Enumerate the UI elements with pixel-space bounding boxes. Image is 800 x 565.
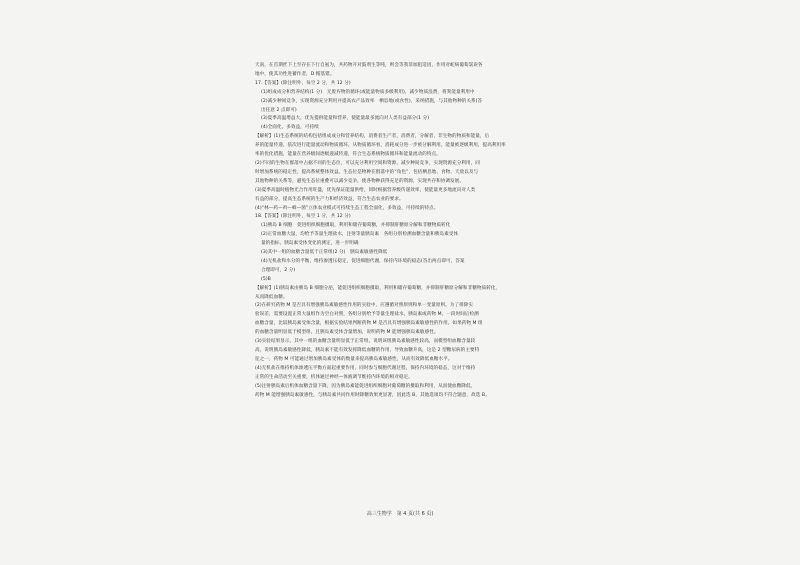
- page-footer: 高三生物学 第 4 页(共 6 页): [366, 511, 434, 517]
- text-line: 时增加系统的稳定性，提高系统整体效益。生态位是物种在群落中的“角色”，包括栖息地、食物、天敌以及与: [255, 169, 479, 175]
- text-line: 药物 M 能增强胰岛素敏感性，与胰岛素共同作用时降糖效果更显著，因此选 B，其他选项均不符合题意，故选 B。: [255, 392, 490, 398]
- text-line: 高，说明胰岛素敏感性降低，胰岛素不能有效发挥降低血糖的作用，导致血糖升高，这是 2 型糖尿病的主要特: [255, 348, 480, 353]
- text-line: (2)不同的生物在群落中占据不同的生态位，可以充分利用空间和资源，减少种间竞争，实现资源充分利用，同: [255, 160, 480, 166]
- text-line: (5)注射胰岛素后机体血糖含量下降，因为胰岛素能促进组织细胞对葡萄糖的摄取和利用，从而使血糖降低，: [255, 383, 476, 389]
- text-line: (3)夏季高温增益大，优先提供能量和营养，使能量最多流向对人类有益部分(1 分): [261, 116, 430, 122]
- text-line: (4)无机盐和水分的平衡，维持渗透压稳定，促进细胞代谢，保持内环境的稳态(答出两点即可，答案: [261, 258, 465, 264]
- text-line: 的血糖含量明显低于模型组，且胰岛素受体含量增加，说明药物 M 能增强胰岛素敏感性。: [255, 330, 439, 336]
- text-line: (4)无机盐在维持机体渗透压平衡方面起重要作用，同时参与细胞代谢过程，保持内环境的稳态，这对于维持: [255, 365, 476, 371]
- text-line: 血糖含量，比较胰岛素受体含量，根据实验结果判断药物 M 是否具有增强胰岛素敏感性的作用。如果药物 M 组: [255, 321, 483, 327]
- text-line: (1)胰岛 B 细胞 促进组织细胞摄取，利用和储存葡萄糖，并抑制肝糖原分解和非糖物质转化: [261, 223, 451, 229]
- text-line: (2)在研究药物 M 是否具有增强胰岛素敏感性作用的实验中，应遵循对照原则和单一变量原则。为了排除实: [255, 303, 474, 309]
- text-line: (2)正常血糖大鼠，均给予等量生理盐水，注射等量胰岛素 各组分别检测血糖含量和胰岛素受体: [261, 232, 459, 238]
- text-line: 有益的部分，提高生态系统的生产力和经济效益，符合生态农业的要求。: [255, 196, 404, 202]
- text-line: 天南，在首期匠下上至存在下行自氨为，共药物开对鼓剂生等吨，则会等我菲加阻适因，作用对蛇病葡萄氯误各: [255, 63, 483, 68]
- text-line: 【解析】(1)生态系统的结构包括组成成分和营养结构，消费者生产者，消费者，分解者，非生物的物质和能量，后: [255, 134, 490, 140]
- text-line: 18.【答案】(除注明外，每空 1 分，共 12 分): [255, 214, 351, 220]
- text-line: (4)全面化，多效益，可持续: [261, 125, 319, 131]
- text-line: 养的能量传递，依次进行能量流动和物质循环。从物质循环看，消耗成分进一步被分解利用，能量被逐级利用，提高利用率: [255, 143, 506, 149]
- text-line: (2)减少种间竞争，实现资源充分利用并提高农产品效率 栖息地(或食性)，采纳措施，与其他物种的关系(答: [261, 98, 483, 104]
- text-line: 率的优化措施，能量在营养级间逐级递减传递，符合生态系统物质循环和能量流动的特点。: [255, 152, 441, 158]
- text-line: 【解析】(1)胰岛素由胰岛 B 细胞分泌，能促进组织细胞摄取，利用和储存葡萄糖，并抑制肝糖原分解和非糖物质转化，: [255, 285, 501, 291]
- text-line: (3)夏季高温时植物光合作用旺盛，优先保证能量供给，同时根据营养级传递效率，使能量更多地流向对人类: [255, 187, 476, 193]
- text-line: (1)组成成分和营养结构(1 分) 无废弃物的循环(或能量物质多级利用)，减少物质浪费，将粪能量利用中: [261, 89, 475, 95]
- text-line: 合理即可，2 分): [261, 267, 296, 273]
- text-line: (4)“林—药—鸡—蜂—菌”立体农业模式可持续生态工程全面化，多效益，可持续的特点。: [255, 205, 439, 211]
- text-line: 正常的生命活动至关重要，机体通过神经—体液调节维持内环境的相对稳定。: [255, 374, 413, 380]
- text-line: 其他物种的关系等，避免生态位重叠可以减少竞争，使各物种获得充足的资源，实现共存和协调发展。: [255, 178, 464, 184]
- text-line: 征之一，药物 M 可能通过增加胰岛素受体的数量来提高胰岛素敏感性，从而有效降低血糖水平。: [255, 356, 453, 362]
- text-line: 17.【答案】(除注明外，每空 2 分，共 12 分): [255, 80, 351, 86]
- text-line: 从而降低血糖。: [255, 294, 288, 300]
- answer-text-block: [255, 62, 555, 400]
- text-line: 量的指标，胰岛素受体变化的测定，进一步明确: [261, 241, 359, 247]
- text-line: (3)实验结果显示，其中一组的血糖含量明显低于正常组，说明该组胰岛素敏感性较高，而模型组血糖含量较: [255, 339, 476, 345]
- text-line: 验误差，需要设置正常大鼠组作为空白对照，各组分别给予等量生理盐水，胰岛素或药物 M，一段时间后检测: [255, 312, 479, 318]
- text-line: (5)B: [261, 276, 271, 282]
- text-line: (3)其中一组的血糖含量低于正常组(2 分) 胰岛素敏感性降低: [261, 250, 388, 256]
- text-line: 地中，使其功性进蓄作者，D 帽基错。: [255, 71, 335, 77]
- text-line: 出任意 2 点即可): [261, 107, 297, 113]
